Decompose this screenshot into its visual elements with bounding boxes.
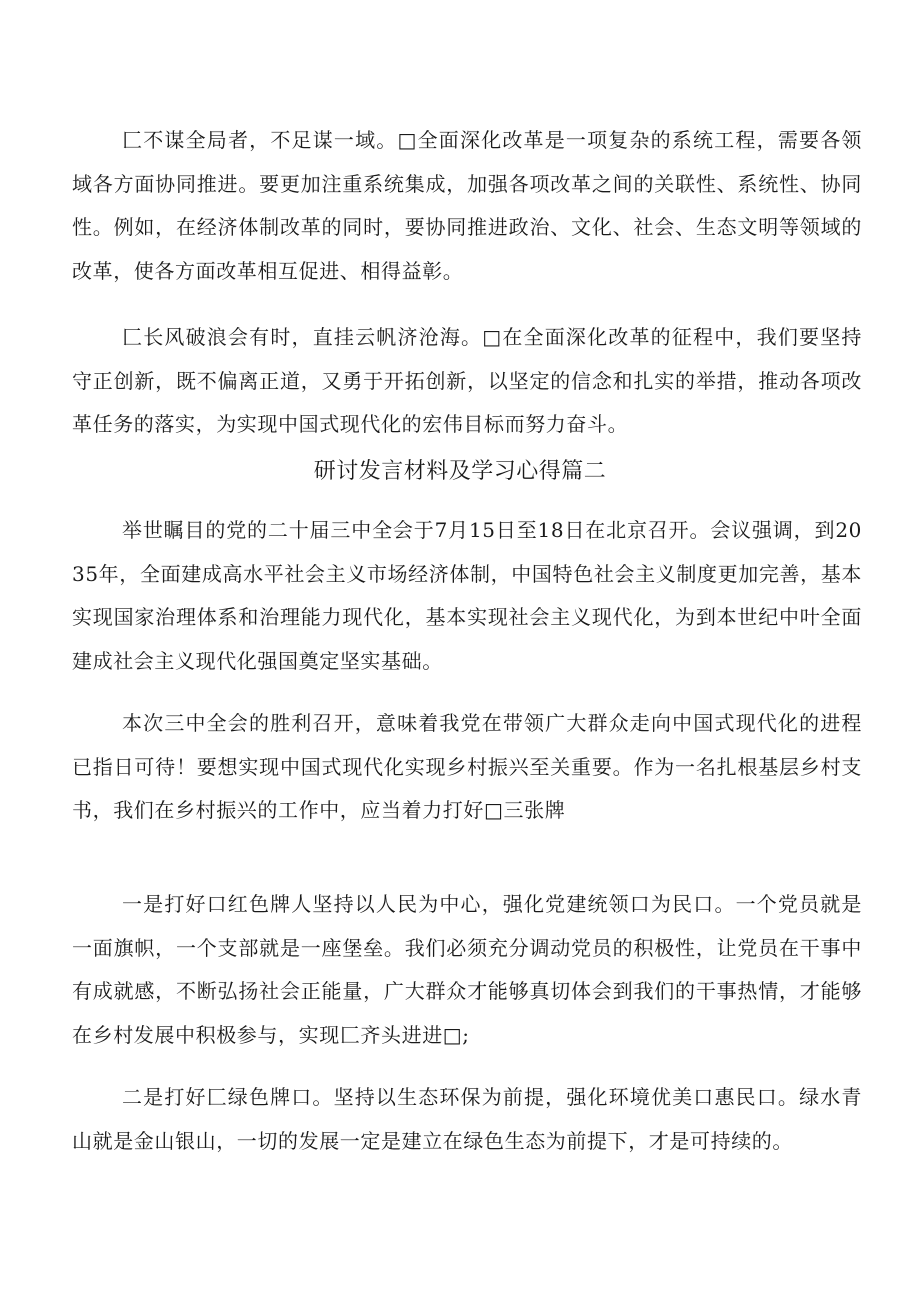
paragraph-third-plenum: 举世瞩目的党的二十届三中全会于7月15日至18日在北京召开。会议强调，到2035年，全面建成高水平社会主义市场经济体制，中国特色社会主义制度更加完善，基本实现国家治理体系和治理能力现代化，基本实现社会主义现代化，为到本世纪中叶全面建成社会主义现代化强国奠定坚实基础。	[72, 518, 862, 673]
paragraph-red-card: 一是打好口红色牌人坚持以人民为中心，强化党建统领口为民口。一个党员就是一面旗帜，一个支部就是一座堡垒。我们必须充分调动党员的积极性，让党员在干事中有成就感，不断弘扬社会正能量，广大群众才能够真切体会到我们的干事热情，才能够在乡村发展中积极参与，实现匚齐头进进□;	[72, 892, 862, 1047]
paragraph-reform-journey: 匚长风破浪会有时，直挂云帆济沧海。□在全面深化改革的征程中，我们要坚持守正创新，既不偏离正道，又勇于开拓创新，以坚定的信念和扎实的举措，推动各项改革任务的落实，为实现中国式现代化的宏伟目标而努力奋斗。	[72, 325, 862, 436]
paragraph-systemic-reform: 匚不谋全局者，不足谋一域。□全面深化改革是一项复杂的系统工程，需要各领域各方面协同推进。要更加注重系统集成，加强各项改革之间的关联性、系统性、协同性。例如，在经济体制改革的同时，要协同推进政治、文化、社会、生态文明等领域的改革，使各方面改革相互促进、相得益彰。	[72, 128, 862, 283]
section-heading: 研讨发言材料及学习心得篇二	[313, 459, 607, 484]
paragraph-rural-revitalization: 本次三中全会的胜利召开，意味着我党在带领广大群众走向中国式现代化的进程已指日可待！要想实现中国式现代化实现乡村振兴至关重要。作为一名扎根基层乡村支书，我们在乡村振兴的工作中，应当着力打好□三张牌	[72, 711, 862, 822]
paragraph-green-card: 二是打好匚绿色牌口。坚持以生态环保为前提，强化环境优美口惠民口。绿水青山就是金山银山，一切的发展一定是建立在绿色生态为前提下，才是可持续的。	[72, 1085, 862, 1153]
